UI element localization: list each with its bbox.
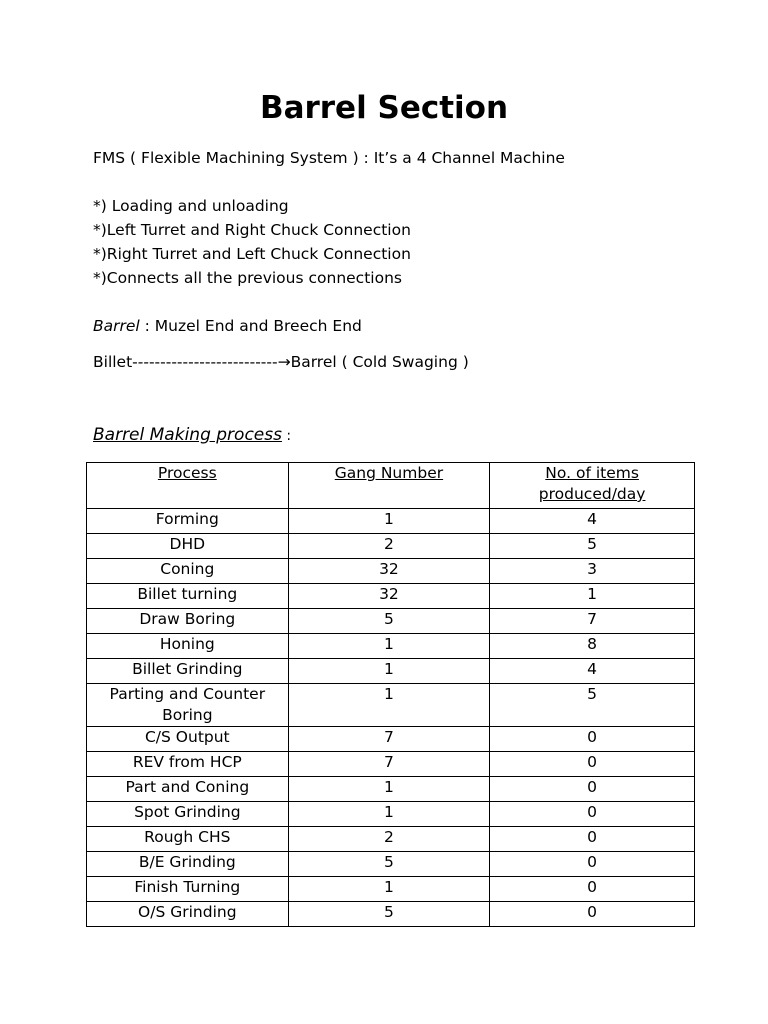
- gang-cell: 1: [288, 634, 490, 659]
- items-cell: 5: [490, 684, 695, 727]
- process-cell: Billet turning: [87, 584, 289, 609]
- process-cell: REV from HCP: [87, 752, 289, 777]
- process-cell: Rough CHS: [87, 827, 289, 852]
- items-cell: 0: [490, 752, 695, 777]
- table-row: [87, 509, 695, 534]
- gang-cell: 32: [288, 584, 490, 609]
- gang-cell: 32: [288, 559, 490, 584]
- gang-cell: 5: [288, 902, 490, 927]
- table-header-row: [87, 463, 695, 509]
- gang-cell: 1: [288, 802, 490, 827]
- table-row: [87, 609, 695, 634]
- items-cell: 0: [490, 877, 695, 902]
- barrel-label: Barrel: [93, 317, 140, 335]
- items-cell: 8: [490, 634, 695, 659]
- process-cell: Parting and Counter Boring: [87, 684, 289, 727]
- process-cell: Forming: [87, 509, 289, 534]
- items-cell: 0: [490, 727, 695, 752]
- items-cell: 0: [490, 852, 695, 877]
- table-row: [87, 902, 695, 927]
- gang-cell: 1: [288, 684, 490, 727]
- gang-cell: 1: [288, 659, 490, 684]
- process-cell: Billet Grinding: [87, 659, 289, 684]
- gang-cell: 7: [288, 727, 490, 752]
- gang-cell: 1: [288, 777, 490, 802]
- items-cell: 1: [490, 584, 695, 609]
- gang-cell: 2: [288, 827, 490, 852]
- process-cell: Draw Boring: [87, 609, 289, 634]
- bullet-item: *)Connects all the previous connections: [93, 269, 402, 287]
- barrel-text: : Muzel End and Breech End: [139, 317, 362, 335]
- gang-cell: 2: [288, 534, 490, 559]
- process-table: [86, 462, 695, 927]
- table-row: [87, 827, 695, 852]
- bullet-item: *) Loading and unloading: [93, 197, 289, 215]
- process-heading-suffix: :: [281, 428, 292, 444]
- table-row: [87, 559, 695, 584]
- items-cell: 0: [490, 902, 695, 927]
- process-cell: C/S Output: [87, 727, 289, 752]
- gang-cell: 1: [288, 509, 490, 534]
- header-gang-number: Gang Number: [288, 463, 490, 509]
- bullet-item: *)Left Turret and Right Chuck Connection: [93, 221, 411, 239]
- items-cell: 7: [490, 609, 695, 634]
- items-cell: 3: [490, 559, 695, 584]
- intro-text: FMS ( Flexible Machining System ) : It’s a 4 Channel Machine: [93, 149, 565, 167]
- gang-cell: 5: [288, 609, 490, 634]
- items-cell: 0: [490, 777, 695, 802]
- gang-cell: 7: [288, 752, 490, 777]
- table-row: [87, 659, 695, 684]
- items-cell: 0: [490, 802, 695, 827]
- table-row: [87, 727, 695, 752]
- process-cell: O/S Grinding: [87, 902, 289, 927]
- process-cell: DHD: [87, 534, 289, 559]
- table-row: [87, 584, 695, 609]
- table-row: [87, 877, 695, 902]
- process-heading: [93, 424, 291, 447]
- process-cell: Part and Coning: [87, 777, 289, 802]
- gang-cell: 1: [288, 877, 490, 902]
- items-cell: 5: [490, 534, 695, 559]
- table-row: [87, 534, 695, 559]
- header-items-per-day: No. of items produced/day: [490, 463, 695, 509]
- items-cell: 4: [490, 509, 695, 534]
- table-row: [87, 634, 695, 659]
- process-cell: Coning: [87, 559, 289, 584]
- items-cell: 4: [490, 659, 695, 684]
- process-cell: B/E Grinding: [87, 852, 289, 877]
- gang-cell: 5: [288, 852, 490, 877]
- bullet-item: *)Right Turret and Left Chuck Connection: [93, 245, 411, 263]
- process-heading-text: Barrel Making process: [93, 425, 282, 445]
- billet-line: Billet--------------------------→Barrel ( Cold Swaging ): [93, 353, 469, 371]
- table-row: [87, 852, 695, 877]
- header-process: Process: [87, 463, 289, 509]
- page-title: Barrel Section: [259, 90, 509, 126]
- process-cell: Honing: [87, 634, 289, 659]
- items-cell: 0: [490, 827, 695, 852]
- table-row: [87, 802, 695, 827]
- table-row: [87, 684, 695, 727]
- barrel-definition: [93, 316, 362, 336]
- table-row: [87, 777, 695, 802]
- process-cell: Finish Turning: [87, 877, 289, 902]
- process-cell: Spot Grinding: [87, 802, 289, 827]
- table-row: [87, 752, 695, 777]
